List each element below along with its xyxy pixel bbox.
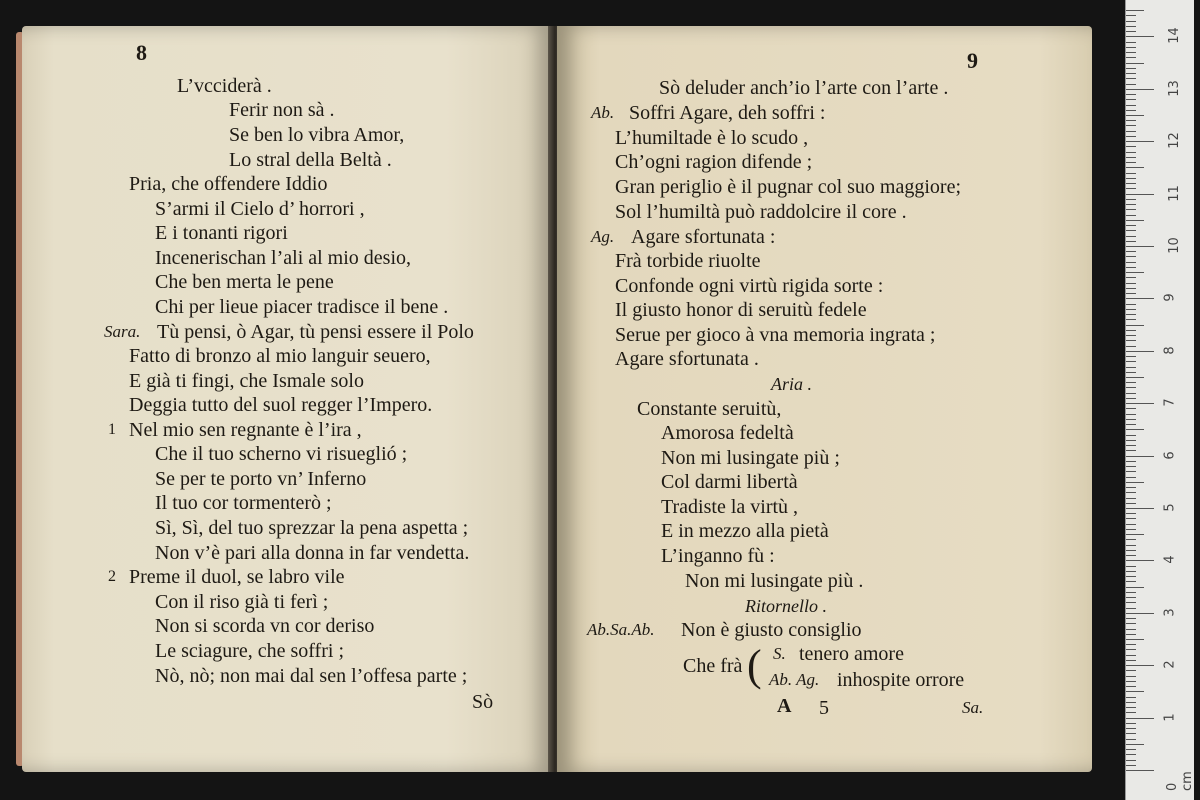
ruler-tick (1126, 707, 1136, 708)
ruler-tick (1126, 99, 1136, 100)
ruler-tick (1126, 560, 1154, 561)
ruler-tick (1126, 356, 1136, 357)
ruler-tick (1126, 440, 1136, 441)
ruler-tick (1126, 115, 1144, 116)
ruler-tick (1126, 498, 1136, 499)
left-page (22, 26, 552, 772)
left-page-text-line: Che ben merta le pene (155, 271, 334, 293)
ruler-tick (1126, 744, 1144, 745)
ruler-tick (1126, 477, 1136, 478)
left-page-text-line: Ferir non sà . (229, 99, 335, 121)
ruler-tick (1126, 367, 1136, 368)
left-page-text-line: Sò (472, 691, 494, 713)
ruler-tick (1126, 204, 1136, 205)
ruler-tick (1126, 167, 1144, 168)
ruler-tick (1126, 304, 1136, 305)
ruler-tick (1126, 230, 1136, 231)
ritornello-heading: Ritornello . (745, 596, 827, 616)
ruler-tick (1126, 382, 1136, 383)
ruler-tick (1126, 387, 1136, 388)
ruler-tick (1126, 529, 1136, 530)
ruler-tick (1126, 309, 1136, 310)
ruler-tick (1126, 749, 1136, 750)
ruler-tick (1126, 393, 1136, 394)
ruler-tick (1126, 403, 1154, 404)
right-page-text-line: Il giusto honor di seruitù fedele (615, 299, 867, 321)
left-page-text-line: Con il riso già ti ferì ; (155, 591, 329, 613)
ruler-tick (1126, 194, 1154, 195)
right-page-text-line: Gran periglio è il pugnar col suo maggiore; (615, 176, 962, 198)
ruler-tick (1126, 581, 1136, 582)
ruler-tick (1126, 587, 1144, 588)
ruler-tick (1126, 576, 1136, 577)
ruler-tick (1126, 84, 1136, 85)
ruler-tick (1126, 110, 1136, 111)
ruler-tick (1126, 21, 1136, 22)
catchword: Sa. (962, 698, 984, 717)
ruler-tick (1126, 634, 1136, 635)
ruler-tick (1126, 471, 1136, 472)
verse-number: 1 (108, 421, 116, 438)
left-page-text-line: Non v’è pari alla donna in far vendetta. (155, 542, 470, 564)
ruler-tick (1126, 377, 1144, 378)
right-page-text-line: Confonde ogni virtù rigida sorte : (615, 275, 884, 297)
left-page-text-line: L’vcciderà . (177, 75, 272, 97)
ruler-tick (1126, 408, 1136, 409)
ruler-label: 0 cm (1165, 771, 1195, 791)
ruler-tick (1126, 325, 1144, 326)
ruler-tick (1126, 199, 1136, 200)
speaker-label: Ab. (591, 103, 615, 122)
ruler-tick (1126, 487, 1136, 488)
speaker-label: Ag. (591, 227, 615, 246)
speaker-label: Sara. (104, 322, 141, 341)
left-page-text-line: Preme il duol, se labro vile (129, 566, 345, 588)
ruler-tick (1126, 765, 1136, 766)
brace-speaker: S. (773, 644, 786, 663)
ruler-label: 6 (1162, 450, 1178, 460)
right-page-text-line: Constante seruitù, (637, 398, 782, 420)
right-page-text-line: Serue per gioco à vna memoria ingrata ; (615, 324, 936, 346)
ruler-tick (1126, 424, 1136, 425)
ruler-tick (1126, 120, 1136, 121)
ruler-tick (1126, 52, 1136, 53)
ruler-tick (1126, 435, 1136, 436)
ruler-label: 2 (1162, 660, 1178, 669)
ruler-tick (1126, 146, 1136, 147)
right-page (557, 26, 1092, 772)
ruler-tick (1126, 246, 1154, 247)
ruler-tick (1126, 314, 1136, 315)
signature-mark: A (777, 695, 792, 717)
ruler-tick (1126, 47, 1136, 48)
ruler-label: 10 (1166, 237, 1182, 254)
ruler-tick (1126, 655, 1136, 656)
ruler-tick (1126, 665, 1154, 666)
right-page-text-line: L’humiltade è lo scudo , (615, 127, 809, 149)
ruler-tick (1126, 330, 1136, 331)
verse-number: 2 (108, 568, 116, 585)
left-page-text-line: E già ti fingi, che Ismale solo (129, 370, 364, 392)
ruler-tick (1126, 754, 1136, 755)
ruler-tick (1126, 42, 1136, 43)
ruler-tick (1126, 697, 1136, 698)
right-page-text-line: Soffri Agare, deh soffri : (629, 102, 826, 124)
brace-symbol: ( (747, 641, 762, 690)
ruler-tick (1126, 298, 1154, 299)
ruler-tick (1126, 681, 1136, 682)
ruler-tick (1126, 125, 1136, 126)
ruler-tick (1126, 770, 1154, 771)
ruler-tick (1126, 236, 1136, 237)
ruler-tick (1126, 241, 1136, 242)
ruler-tick (1126, 712, 1136, 713)
ruler-tick (1126, 482, 1144, 483)
right-page-text-line: Sò deluder anch’io l’arte con l’arte . (659, 77, 949, 99)
right-page-text-line: L’inganno fù : (661, 545, 775, 567)
ruler-label: 5 (1162, 503, 1178, 512)
ruler-tick (1126, 225, 1136, 226)
ruler-tick (1126, 152, 1136, 153)
right-page-text-line: Col darmi libertà (661, 471, 798, 493)
ruler-tick (1126, 209, 1136, 210)
left-page-text-line: Tù pensi, ò Agar, tù pensi essere il Polo (157, 321, 474, 343)
ruler-tick (1126, 508, 1154, 509)
left-page-text-line: Le sciagure, che soffri ; (155, 640, 344, 662)
ruler-label: 9 (1162, 293, 1178, 303)
ruler-tick (1126, 68, 1136, 69)
ruler-tick (1126, 534, 1144, 535)
ruler-tick (1126, 94, 1136, 95)
right-page-text-line: Non mi lusingate più ; (661, 447, 840, 469)
ruler-tick (1126, 760, 1136, 761)
left-page-text-line: Incenerischan l’ali al mio desio, (155, 247, 412, 269)
ruler-tick (1126, 733, 1136, 734)
ruler-tick (1126, 215, 1136, 216)
ruler-label: 8 (1162, 346, 1178, 355)
left-page-text-line: Pria, che offendere Iddio (129, 173, 328, 195)
ruler-tick (1126, 524, 1136, 525)
ruler-tick (1126, 277, 1136, 278)
ruler-label: 12 (1166, 132, 1182, 149)
ruler-tick (1126, 105, 1136, 106)
ruler-tick (1126, 555, 1136, 556)
ruler-tick (1126, 131, 1136, 132)
right-page-text-line: Ch’ogni ragion difende ; (615, 151, 813, 173)
ruler-label: 11 (1166, 184, 1182, 202)
measurement-ruler (1125, 0, 1194, 800)
ruler-label: 1 (1162, 712, 1178, 722)
ruler-label: 14 (1166, 27, 1182, 45)
ruler-label: 4 (1162, 555, 1178, 565)
ruler-tick (1126, 31, 1136, 32)
left-page-text-line: Il tuo cor tormenterò ; (155, 492, 332, 514)
ruler-tick (1126, 73, 1136, 74)
ruler-label: 13 (1166, 80, 1182, 97)
ruler-tick (1126, 545, 1136, 546)
ruler-tick (1126, 518, 1136, 519)
aria-heading: Aria . (771, 374, 813, 394)
ruler-tick (1126, 36, 1154, 37)
ruler-tick (1126, 492, 1136, 493)
ruler-tick (1126, 676, 1136, 677)
ruler-label: 7 (1162, 398, 1178, 407)
ruler-tick (1126, 445, 1136, 446)
right-page-text-line: Agare sfortunata : (631, 226, 776, 248)
ruler-tick (1126, 10, 1144, 11)
signature-number: 5 (819, 697, 829, 719)
ruler-tick (1126, 63, 1144, 64)
ruler-tick (1126, 718, 1154, 719)
left-page-text-line: Che il tuo scherno vi risueglió ; (155, 443, 408, 465)
speaker-label: Ab.Sa.Ab. (587, 620, 655, 639)
left-page-text-line: Chi per lieue piacer tradisce il bene . (155, 296, 449, 318)
ruler-tick (1126, 691, 1144, 692)
ruler-tick (1126, 136, 1136, 137)
ruler-label: 3 (1162, 608, 1178, 617)
ruler-tick (1126, 503, 1136, 504)
ruler-tick (1126, 162, 1136, 163)
ruler-tick (1126, 670, 1136, 671)
ruler-tick (1126, 618, 1136, 619)
ruler-tick (1126, 283, 1136, 284)
ruler-tick (1126, 157, 1136, 158)
ruler-tick (1126, 597, 1136, 598)
ruler-tick (1126, 26, 1136, 27)
ruler-tick (1126, 220, 1144, 221)
brace-text: tenero amore (799, 643, 904, 665)
ruler-tick (1126, 608, 1136, 609)
ruler-tick (1126, 513, 1136, 514)
ruler-tick (1126, 173, 1136, 174)
ruler-tick (1126, 456, 1154, 457)
left-page-text-line: S’armi il Cielo d’ horrori , (155, 198, 365, 220)
ruler-tick (1126, 398, 1136, 399)
ruler-tick (1126, 272, 1144, 273)
ruler-tick (1126, 644, 1136, 645)
ruler-tick (1126, 89, 1154, 90)
ruler-tick (1126, 419, 1136, 420)
ruler-tick (1126, 178, 1136, 179)
ruler-tick (1126, 461, 1136, 462)
ruler-tick (1126, 340, 1136, 341)
ruler-tick (1126, 288, 1136, 289)
ruler-tick (1126, 429, 1144, 430)
ruler-tick (1126, 623, 1136, 624)
ruler-tick (1126, 78, 1136, 79)
right-page-text-line: Tradiste la virtù , (661, 496, 799, 518)
page-number-left: 8 (136, 40, 147, 65)
ruler-tick (1126, 702, 1136, 703)
ruler-tick (1126, 251, 1136, 252)
ruler-tick (1126, 723, 1136, 724)
left-page-text-line: Nò, nò; non mai dal sen l’offesa parte ; (155, 665, 468, 687)
left-page-text-line: Non si scorda vn cor deriso (155, 615, 375, 637)
left-page-text-line: Lo stral della Beltà . (229, 149, 392, 171)
ruler-tick (1126, 660, 1136, 661)
ruler-tick (1126, 550, 1136, 551)
ruler-tick (1126, 372, 1136, 373)
ruler-tick (1126, 319, 1136, 320)
left-page-text-line: Fatto di bronzo al mio languir seuero, (129, 345, 431, 367)
right-page-text-line: Agare sfortunata . (615, 348, 759, 370)
ruler-tick (1126, 351, 1154, 352)
ruler-tick (1126, 602, 1136, 603)
ruler-tick (1126, 466, 1136, 467)
left-page-text-line: Nel mio sen regnante è l’ira , (129, 419, 362, 441)
left-page-text-line: Se ben lo vibra Amor, (229, 124, 405, 146)
ruler-tick (1126, 15, 1136, 16)
ruler-tick (1126, 613, 1154, 614)
right-page-text-line: Non mi lusingate più . (685, 570, 864, 592)
right-page-text-line: Che frà (683, 655, 743, 677)
ruler-tick (1126, 686, 1136, 687)
ruler-tick (1126, 183, 1136, 184)
ruler-tick (1126, 539, 1136, 540)
ruler-tick (1126, 728, 1136, 729)
ruler-tick (1126, 592, 1136, 593)
ruler-tick (1126, 414, 1136, 415)
ruler-tick (1126, 739, 1136, 740)
left-page-text-line: E i tonanti rigori (155, 222, 288, 244)
ruler-tick (1126, 256, 1136, 257)
right-page-text-line: Amorosa fedeltà (661, 422, 794, 444)
ruler-tick (1126, 649, 1136, 650)
right-page-text-line: Frà torbide riuolte (615, 250, 761, 272)
brace-text: inhospite orrore (837, 669, 965, 691)
left-page-text-line: Deggia tutto del suol regger l’Impero. (129, 394, 433, 416)
ruler-tick (1126, 566, 1136, 567)
left-page-text-line: Se per te porto vn’ Inferno (155, 468, 367, 490)
ruler-tick (1126, 293, 1136, 294)
ruler-tick (1126, 57, 1136, 58)
right-page-text-line: Sol l’humiltà può raddolcire il core . (615, 201, 907, 223)
ruler-tick (1126, 188, 1136, 189)
ruler-tick (1126, 629, 1136, 630)
brace-speaker: Ab. Ag. (769, 670, 820, 689)
right-page-text-line: E in mezzo alla pietà (661, 520, 829, 542)
ruler-tick (1126, 361, 1136, 362)
ruler-tick (1126, 639, 1144, 640)
ruler-tick (1126, 571, 1136, 572)
page-number-right: 9 (967, 48, 978, 73)
ruler-tick (1126, 262, 1136, 263)
open-book (22, 26, 1092, 772)
ruler-tick (1126, 141, 1154, 142)
ruler-tick (1126, 267, 1136, 268)
ruler-tick (1126, 335, 1136, 336)
ruler-tick (1126, 450, 1136, 451)
ruler-tick (1126, 346, 1136, 347)
left-page-text-line: Sì, Sì, del tuo sprezzar la pena aspetta ; (155, 517, 469, 539)
right-page-text-line: Non è giusto consiglio (681, 619, 862, 641)
